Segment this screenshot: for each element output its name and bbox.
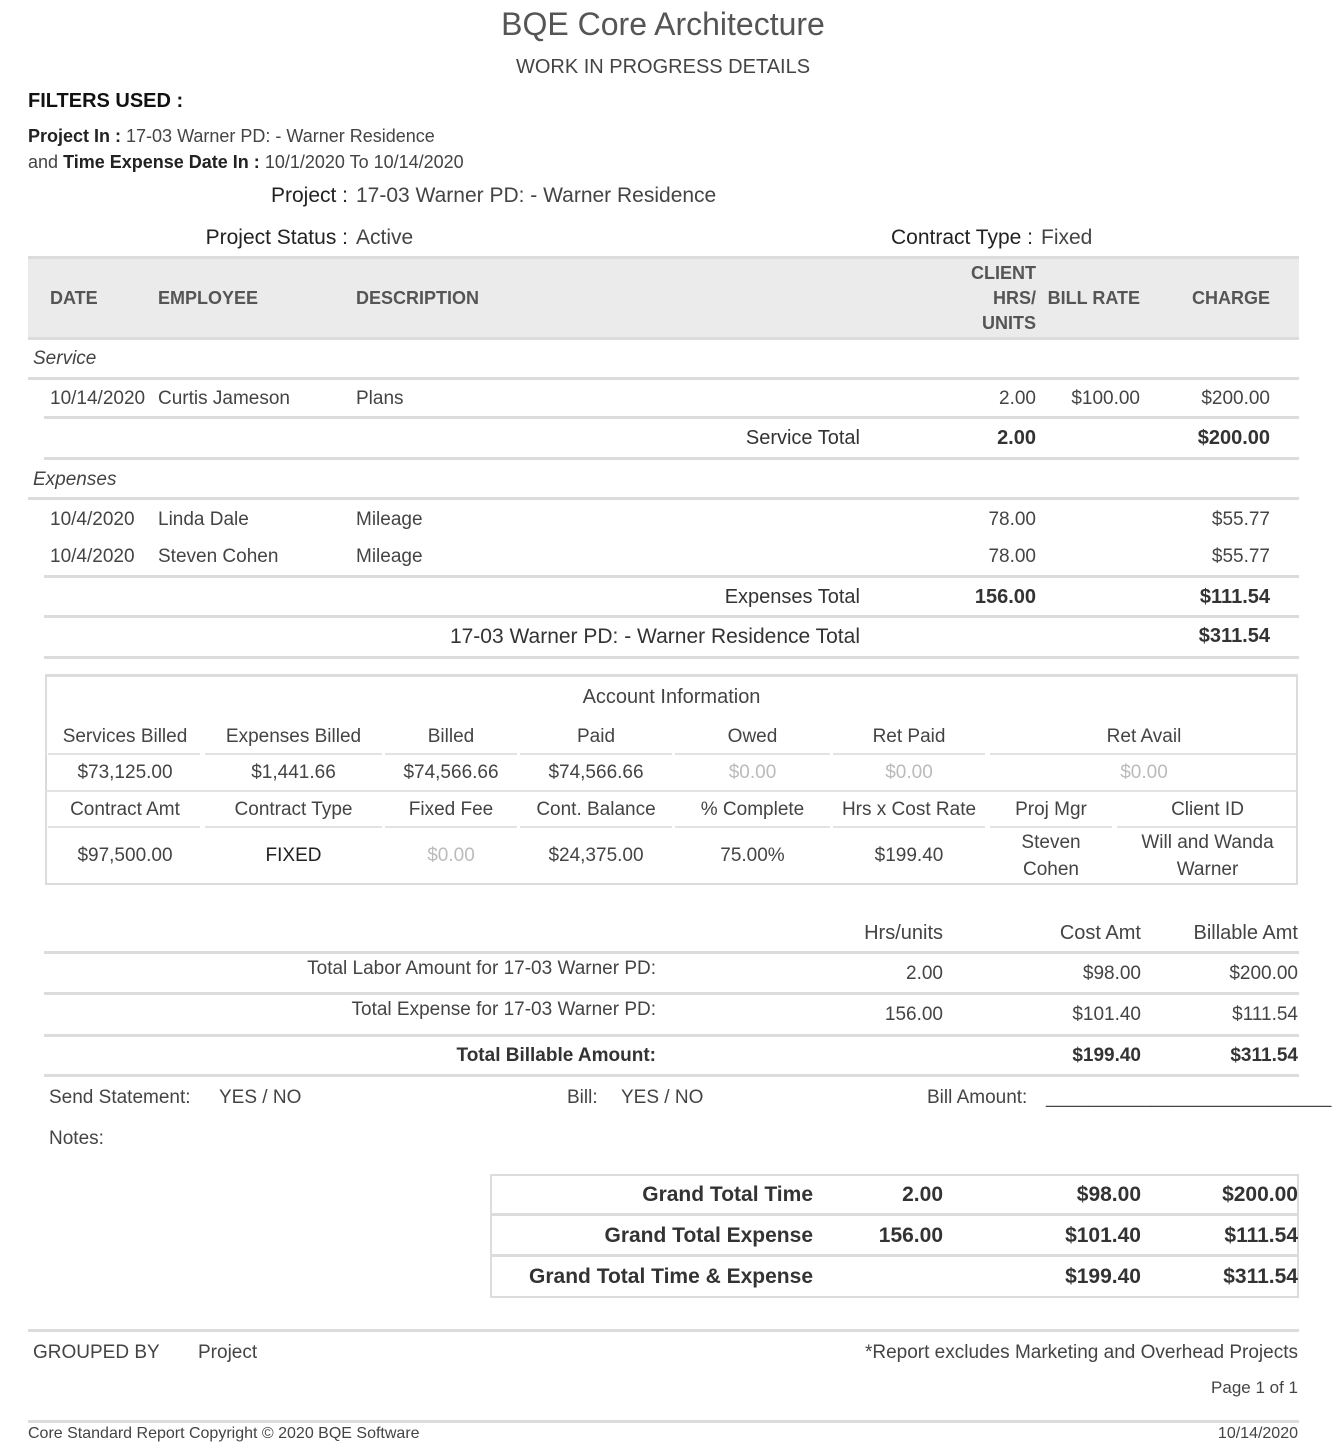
filter-date-value: 10/1/2020 To 10/14/2020	[264, 152, 464, 172]
grand-expense-bill: $111.54	[1224, 1224, 1298, 1247]
account-info-title: Account Information	[582, 686, 761, 708]
acct-h-hrs-cost-rate: Hrs x Cost Rate	[841, 799, 977, 820]
acct-h-pct-complete: % Complete	[700, 799, 805, 820]
row-charge: $55.77	[1211, 509, 1270, 530]
summary-labor-billable: $200.00	[1229, 963, 1298, 984]
row-date: 10/4/2020	[50, 546, 135, 567]
acct-h-expenses-billed: Expenses Billed	[225, 726, 362, 747]
acct-v-contract-amt: $97,500.00	[77, 845, 173, 866]
grand-all-label: Grand Total Time & Expense	[529, 1265, 813, 1288]
summary-billable-label: Total Billable Amount:	[456, 1045, 656, 1066]
filter-project-value: 17-03 Warner PD: - Warner Residence	[126, 126, 435, 146]
report-exclusion-note: *Report excludes Marketing and Overhead Projects	[864, 1342, 1298, 1363]
summary-labor-cost: $98.00	[1082, 963, 1141, 984]
service-total-label: Service Total	[745, 427, 860, 449]
filter-date	[28, 152, 464, 173]
row-date: 10/4/2020	[50, 509, 135, 530]
acct-v-client-line2: Warner	[1176, 859, 1239, 880]
summary-expense-hrs: 156.00	[884, 1004, 943, 1025]
expenses-section-label: Expenses	[33, 469, 117, 490]
summary-col-cost: Cost Amt	[1059, 922, 1141, 944]
acct-v-cont-balance: $24,375.00	[548, 845, 644, 866]
row-charge: $200.00	[1201, 388, 1270, 409]
grand-time-label: Grand Total Time	[642, 1183, 813, 1206]
col-hrs-line1: CLIENT	[971, 263, 1036, 283]
acct-h-owed: Owed	[727, 726, 778, 747]
row-description: Mileage	[356, 509, 423, 530]
summary-expense-billable: $111.54	[1232, 1004, 1298, 1025]
contract-type-value: Fixed	[1041, 226, 1093, 249]
project-total-charge: $311.54	[1198, 625, 1270, 647]
project-total-label: 17-03 Warner PD: - Warner Residence Total	[449, 625, 860, 648]
row-hrs: 78.00	[988, 546, 1036, 567]
service-section-label: Service	[33, 348, 97, 369]
row-rate: $100.00	[1071, 388, 1140, 409]
col-hrs-line3: UNITS	[982, 313, 1036, 333]
acct-v-paid: $74,566.66	[548, 762, 644, 783]
col-description: DESCRIPTION	[356, 288, 480, 308]
expenses-total-charge: $111.54	[1199, 586, 1270, 608]
acct-h-proj-mgr: Proj Mgr	[1015, 799, 1087, 820]
row-date: 10/14/2020	[50, 388, 146, 409]
acct-h-ret-paid: Ret Paid	[872, 726, 946, 747]
row-description: Plans	[356, 388, 404, 409]
filter-project	[28, 126, 435, 147]
project-status-label: Project Status :	[205, 226, 348, 249]
grouped-by-label: GROUPED BY	[33, 1342, 160, 1363]
acct-h-contract-type: Contract Type	[234, 799, 353, 820]
notes-label: Notes:	[49, 1128, 104, 1149]
acct-h-services-billed: Services Billed	[62, 726, 188, 747]
expenses-total-label: Expenses Total	[724, 586, 860, 608]
acct-v-proj-mgr-line2: Cohen	[1023, 859, 1079, 880]
bill-amount-line: ___________________________	[1046, 1087, 1332, 1108]
summary-col-hrs: Hrs/units	[864, 922, 943, 944]
send-statement-value: YES / NO	[219, 1087, 302, 1108]
bill-value: YES / NO	[621, 1087, 704, 1108]
col-employee: EMPLOYEE	[158, 288, 259, 308]
acct-h-fixed-fee: Fixed Fee	[408, 799, 494, 820]
summary-billable-billable: $311.54	[1230, 1045, 1298, 1066]
summary-labor-label: Total Labor Amount for 17-03 Warner PD:	[307, 958, 656, 979]
filter-and: and	[28, 152, 59, 172]
summary-billable-cost: $199.40	[1072, 1045, 1141, 1066]
summary-labor-hrs: 2.00	[906, 963, 943, 984]
report-company: BQE Core Architecture	[501, 6, 825, 42]
row-charge: $55.77	[1211, 546, 1270, 567]
row-hrs: 78.00	[988, 509, 1036, 530]
row-employee: Linda Dale	[158, 509, 249, 530]
acct-h-client-id: Client ID	[1171, 799, 1244, 820]
row-hrs: 2.00	[999, 388, 1036, 409]
row-employee: Curtis Jameson	[158, 388, 290, 409]
row-description: Mileage	[356, 546, 423, 567]
acct-h-ret-avail: Ret Avail	[1106, 726, 1182, 747]
col-bill-rate: BILL RATE	[1047, 288, 1140, 308]
col-hrs-line2: HRS/	[992, 288, 1036, 308]
acct-h-billed: Billed	[427, 726, 475, 747]
acct-v-ret-avail: $0.00	[1120, 762, 1168, 783]
summary-col-billable: Billable Amt	[1193, 922, 1298, 944]
acct-h-cont-balance: Cont. Balance	[536, 799, 656, 820]
acct-v-expenses-billed: $1,441.66	[251, 762, 336, 783]
grand-time-cost: $98.00	[1076, 1183, 1141, 1206]
filters-heading: FILTERS USED :	[28, 90, 184, 112]
project-status-value: Active	[356, 226, 414, 249]
summary-expense-cost: $101.40	[1072, 1004, 1141, 1025]
report-date: 10/14/2020	[1217, 1425, 1298, 1442]
copyright: Core Standard Report Copyright © 2020 BQE Software	[28, 1425, 420, 1442]
service-total-hrs: 2.00	[997, 427, 1036, 449]
acct-v-owed: $0.00	[728, 762, 777, 783]
acct-v-pct-complete: 75.00%	[720, 845, 785, 866]
col-date: DATE	[50, 288, 98, 308]
acct-v-proj-mgr-line1: Steven	[1021, 832, 1081, 853]
report-title: WORK IN PROGRESS DETAILS	[515, 56, 811, 78]
service-total-charge: $200.00	[1197, 427, 1270, 449]
grand-time-bill: $200.00	[1222, 1183, 1298, 1206]
col-charge: CHARGE	[1191, 288, 1270, 308]
grand-time-hrs: 2.00	[902, 1183, 943, 1206]
grand-all-bill: $311.54	[1223, 1265, 1298, 1288]
acct-v-services-billed: $73,125.00	[77, 762, 173, 783]
grouped-by-value: Project	[198, 1342, 258, 1363]
bill-label: Bill:	[567, 1087, 598, 1108]
page-number: Page 1 of 1	[1211, 1378, 1298, 1397]
send-statement-label: Send Statement:	[49, 1087, 191, 1108]
acct-h-paid: Paid	[576, 726, 616, 747]
expenses-total-hrs: 156.00	[974, 586, 1036, 608]
project-label: Project :	[270, 184, 348, 207]
acct-v-client-line1: Will and Wanda	[1141, 832, 1274, 853]
acct-v-ret-paid: $0.00	[885, 762, 933, 783]
acct-h-contract-amt: Contract Amt	[70, 799, 180, 820]
project-value: 17-03 Warner PD: - Warner Residence	[356, 184, 717, 207]
acct-v-billed: $74,566.66	[403, 762, 499, 783]
bill-amount-label: Bill Amount:	[927, 1087, 1028, 1108]
row-employee: Steven Cohen	[158, 546, 279, 567]
grand-all-cost: $199.40	[1065, 1265, 1141, 1288]
summary-expense-label: Total Expense for 17-03 Warner PD:	[351, 999, 656, 1020]
grand-expense-cost: $101.40	[1065, 1224, 1141, 1247]
acct-v-fixed-fee: $0.00	[427, 845, 475, 866]
grand-expense-label: Grand Total Expense	[604, 1224, 813, 1247]
grand-expense-hrs: 156.00	[878, 1224, 943, 1247]
filter-project-label: Project In :	[28, 126, 122, 146]
filter-date-label: Time Expense Date In :	[63, 152, 260, 172]
acct-v-hrs-cost-rate: $199.40	[874, 845, 944, 866]
contract-type-label: Contract Type :	[890, 226, 1033, 249]
acct-v-contract-type: FIXED	[265, 845, 322, 866]
